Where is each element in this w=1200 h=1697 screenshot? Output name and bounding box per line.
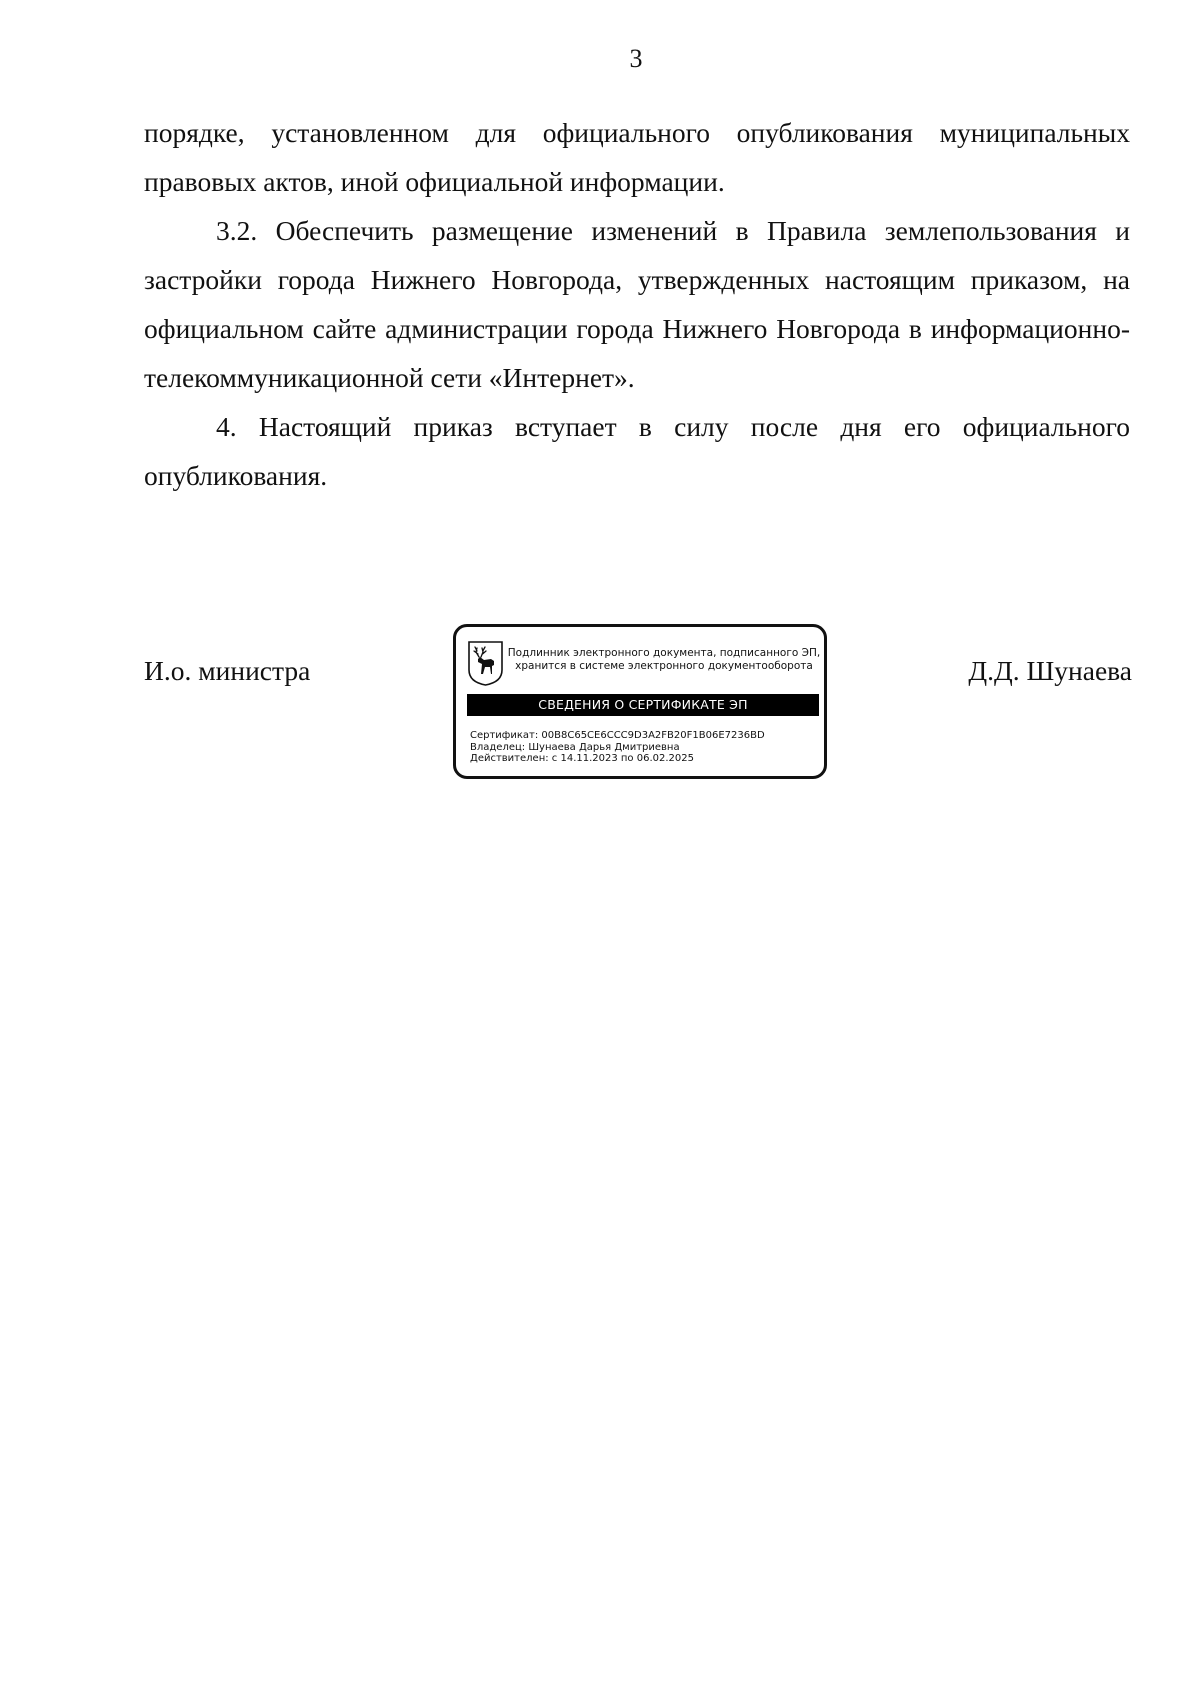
paragraph-3-2: 3.2. Обеспечить размещение изменений в Правила землепользования и застройки города Нижнего Новгорода, утвержденных настоящим приказом, на официальном сайте администрации города Нижнего Новгорода в информационно-телекоммуникационной сети «Интернет».: [144, 215, 1130, 393]
paragraph-continuation: порядке, установленном для официального опубликования муниципальных правовых актов, иной официальной информации.: [144, 117, 1130, 197]
paragraph-4: 4. Настоящий приказ вступает в силу после дня его официального опубликования.: [144, 411, 1130, 491]
signature-block: [144, 624, 1130, 784]
certificate-owner: Владелец: Шунаева Дарья Дмитриевна: [470, 741, 680, 753]
stamp-header-line-1: Подлинник электронного документа, подписанного ЭП,: [507, 647, 821, 659]
electronic-signature-stamp: [453, 624, 827, 779]
certificate-details: [470, 730, 765, 765]
certificate-number: Сертификат: 00B8C65CE6CCC9D3A2FB20F1B06E7236BD: [470, 730, 765, 741]
deer-emblem-icon: [467, 640, 504, 686]
page-number: 3: [629, 44, 643, 73]
stamp-header-line-2: хранится в системе электронного документооборота: [515, 660, 813, 672]
signatory-name: Д.Д. Шунаева: [968, 655, 1132, 686]
certificate-info-bar: СВЕДЕНИЯ О СЕРТИФИКАТЕ ЭП: [467, 694, 819, 716]
document-body: [144, 108, 1130, 500]
signatory-position: И.о. министра: [144, 655, 311, 686]
stamp-header: [506, 647, 822, 673]
certificate-validity: Действителен: с 14.11.2023 по 06.02.2025: [470, 753, 694, 764]
